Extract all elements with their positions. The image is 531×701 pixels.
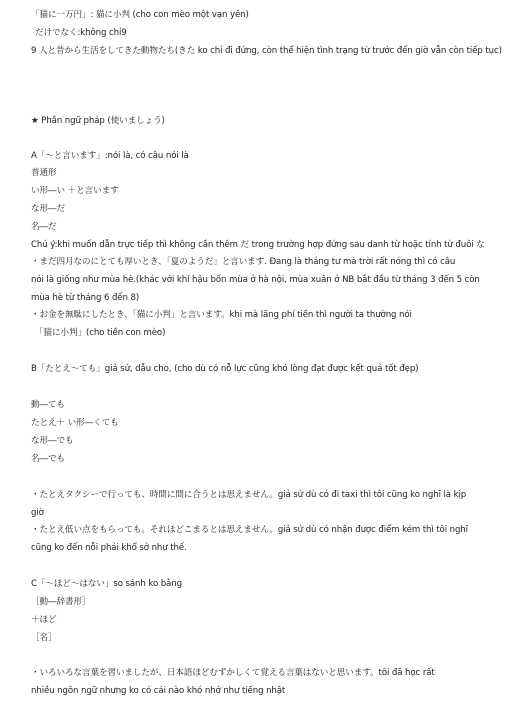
grammar-b-example-1: ・たとえタクシーで行っても、時間に間に合うとは思えません。giả sử dù có đi taxi thì tôi cũng ko nghĩ là kịp [31, 490, 467, 500]
grammar-b-example-1: giờ [31, 508, 44, 518]
grammar-c-example-1: nhiều ngôn ngữ nhưng ko có cái nào khó nhớ như tiếng nhật [31, 686, 286, 696]
grammar-a-form: な形―だ [31, 204, 65, 214]
grammar-b-form: な形―でも [31, 436, 74, 446]
intro-line-2: だけでなく:không chỉ9 [35, 28, 127, 38]
grammar-a-example-1: ・まだ四月なのにとても厚いとき、「夏のようだ」と言います. Đang là tháng tư mà trời rất nóng thì có câu [31, 257, 456, 267]
grammar-a-form: い形―い ＋と言います [31, 186, 119, 196]
intro-line-3: 9 人と昔から生活をしてきた動物たち(きた ko chỉ đi đứng, còn thể hiện tình trạng từ trước đến giờ vẫn còn tiếp tục) [31, 46, 502, 56]
grammar-c-form: ［名］ [31, 633, 57, 643]
grammar-a-note: Chú ý:khi muốn dẫn trực tiếp thì không cần thêm だ trong trường hợp đứng sau danh từ hoặc tính từ đuôi な [31, 240, 485, 250]
grammar-c-form: ［動―辞書形］ [31, 597, 91, 607]
grammar-a-form: 名―だ [31, 222, 57, 232]
grammar-a-heading: A「～と言います」:nói là, có câu nói là [31, 151, 189, 161]
grammar-a-example-1: nói là giống như mùa hè.(khác với khí hậu bốn mùa ở hà nội, mùa xuân ở NB bắt đầu từ tháng 3 đến 5 còn [31, 275, 480, 285]
grammar-a-example-2: ・お金を無駄にしたとき、「猫に小判」と言います。khi mà lãng phí tiền thì người ta thường nói [31, 310, 412, 320]
grammar-b-example-2: cũng ko đến nỗi phải khổ sở như thế. [31, 543, 187, 553]
grammar-c-example-1: ・いろいろな言葉を習いましたが、日本語ほどむずかしくて覚える言葉はないと思います。tôi đã học rất [31, 668, 435, 678]
grammar-b-example-2: ・たとえ低い点をもらっても。それほどこまるとは思えません。giả sử dù có nhận được điểm kém thì tôi nghĩ [31, 525, 468, 535]
grammar-a-form: 普通形 [31, 168, 57, 178]
section-title: ★ Phần ngữ pháp (使いましょう) [31, 116, 165, 126]
intro-line-1: 「猫に一万円」: 猫に小判 (cho con mèo một vạn yên) [31, 10, 249, 20]
grammar-a-example-2: 「猫に小判」(cho tiền con mèo) [35, 328, 166, 338]
grammar-b-form: 名―でも [31, 454, 65, 464]
grammar-b-heading: B「たとえ～ても」giả sử, dẫu cho, (cho dù có nỗ lực cũng khó lòng đạt được kết quả tốt đẹp) [31, 364, 419, 374]
grammar-a-example-1: mùa hè từ tháng 6 đến 8) [31, 293, 140, 303]
grammar-b-form: たとえ＋ い形―くても [31, 418, 119, 428]
grammar-b-form: 動―ても [31, 400, 65, 410]
grammar-c-heading: C「～ほど～はない」so sánh ko bằng [31, 579, 182, 589]
grammar-c-form: ＋ほど [31, 615, 57, 625]
